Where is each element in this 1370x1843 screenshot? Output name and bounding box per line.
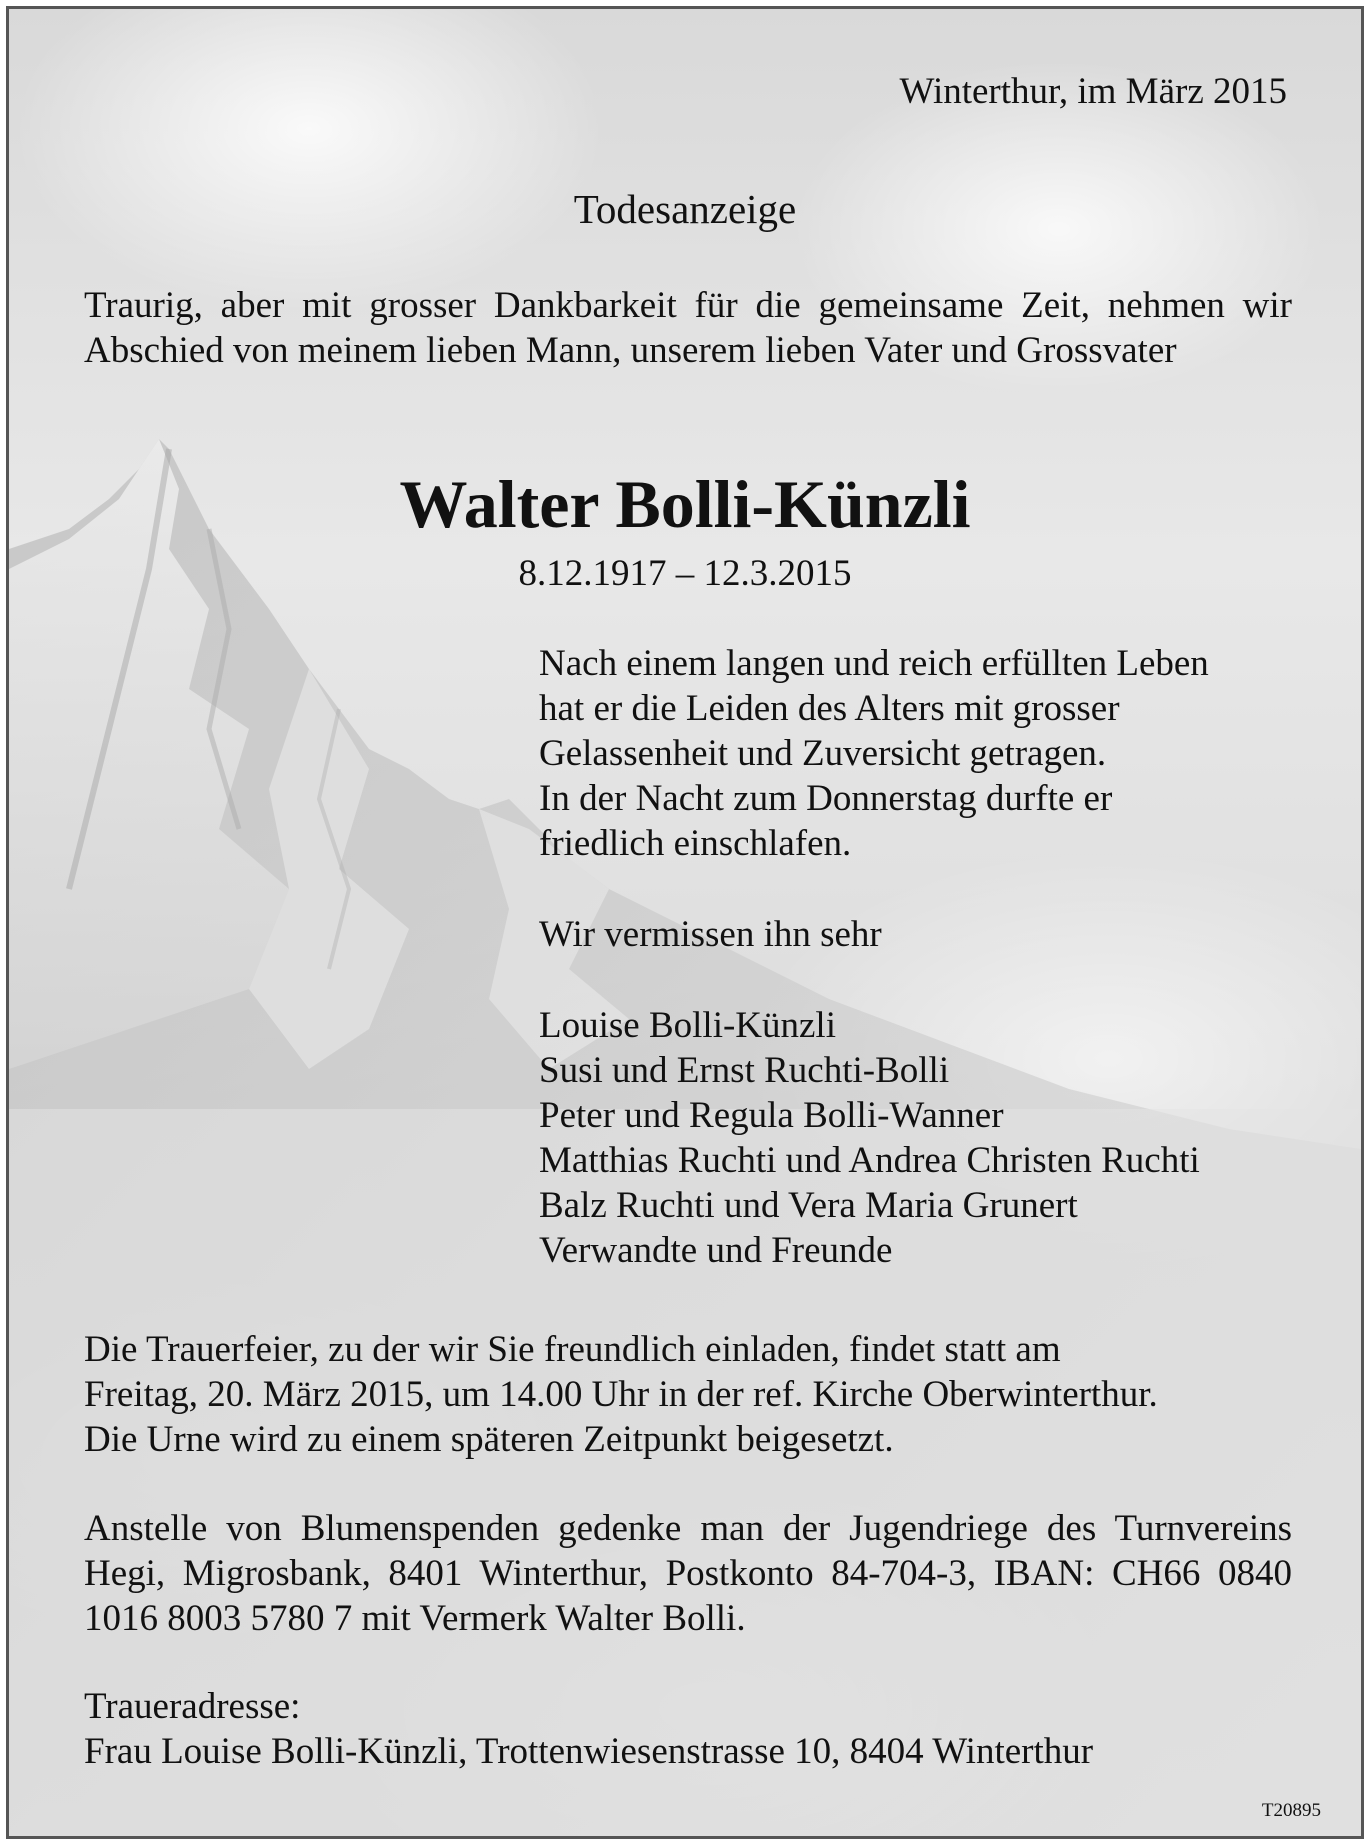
notice-title: Todesanzeige (573, 186, 797, 232)
ceremony-line: Freitag, 20. März 2015, um 14.00 Uhr in der ref. Kirche Oberwinterthur. (84, 1374, 1158, 1415)
intro-paragraph: Traurig, aber mit grosser Dankbarkeit für die gemeinsame Zeit, nehmen wir Abschied von meinem lieben Mann, unserem lieben Vater und Grossvater (84, 285, 1292, 371)
family-member: Peter und Regula Bolli-Wanner (539, 1095, 1004, 1136)
poem-line: friedlich einschlafen. (539, 823, 852, 864)
poem-line: hat er die Leiden des Alters mit grosser (539, 688, 1120, 729)
family-member: Louise Bolli-Künzli (539, 1005, 836, 1046)
family-list (539, 1003, 1200, 1273)
place-date: Winterthur, im März 2015 (899, 71, 1287, 112)
ceremony-line: Die Trauerfeier, zu der wir Sie freundlich einladen, findet statt am (84, 1329, 1061, 1370)
deceased-name: Walter Bolli-Künzli (399, 466, 971, 542)
poem-paragraph (539, 641, 1209, 866)
miss-line: Wir vermissen ihn sehr (539, 914, 882, 955)
ceremony-paragraph (84, 1327, 1299, 1462)
obituary-notice (6, 6, 1364, 1839)
ad-code: T20895 (1261, 1800, 1321, 1821)
donation-paragraph: Anstelle von Blumenspenden gedenke man der Jugendriege des Turnvereins Hegi, Migrosbank, 8401 Winterthur, Postkonto 84-704-3, IBAN: CH66 0840 1016 8003 5780 7 mit Vermerk Walter Bolli. (84, 1508, 1292, 1639)
address-label: Traueradresse: (84, 1686, 301, 1727)
family-member: Balz Ruchti und Vera Maria Grunert (539, 1185, 1078, 1226)
address-value: Frau Louise Bolli-Künzli, Trottenwiesenstrasse 10, 8404 Winterthur (84, 1731, 1094, 1772)
ceremony-line: Die Urne wird zu einem späteren Zeitpunkt beigesetzt. (84, 1419, 894, 1460)
poem-line: Nach einem langen und reich erfüllten Leben (539, 643, 1209, 684)
mourning-address (84, 1684, 1093, 1774)
life-dates: 8.12.1917 – 12.3.2015 (518, 553, 852, 594)
family-member: Susi und Ernst Ruchti-Bolli (539, 1050, 950, 1091)
poem-line: Gelassenheit und Zuversicht getragen. (539, 733, 1107, 774)
family-member: Matthias Ruchti und Andrea Christen Ruchti (539, 1140, 1200, 1181)
family-member: Verwandte und Freunde (539, 1230, 893, 1271)
poem-line: In der Nacht zum Donnerstag durfte er (539, 778, 1113, 819)
